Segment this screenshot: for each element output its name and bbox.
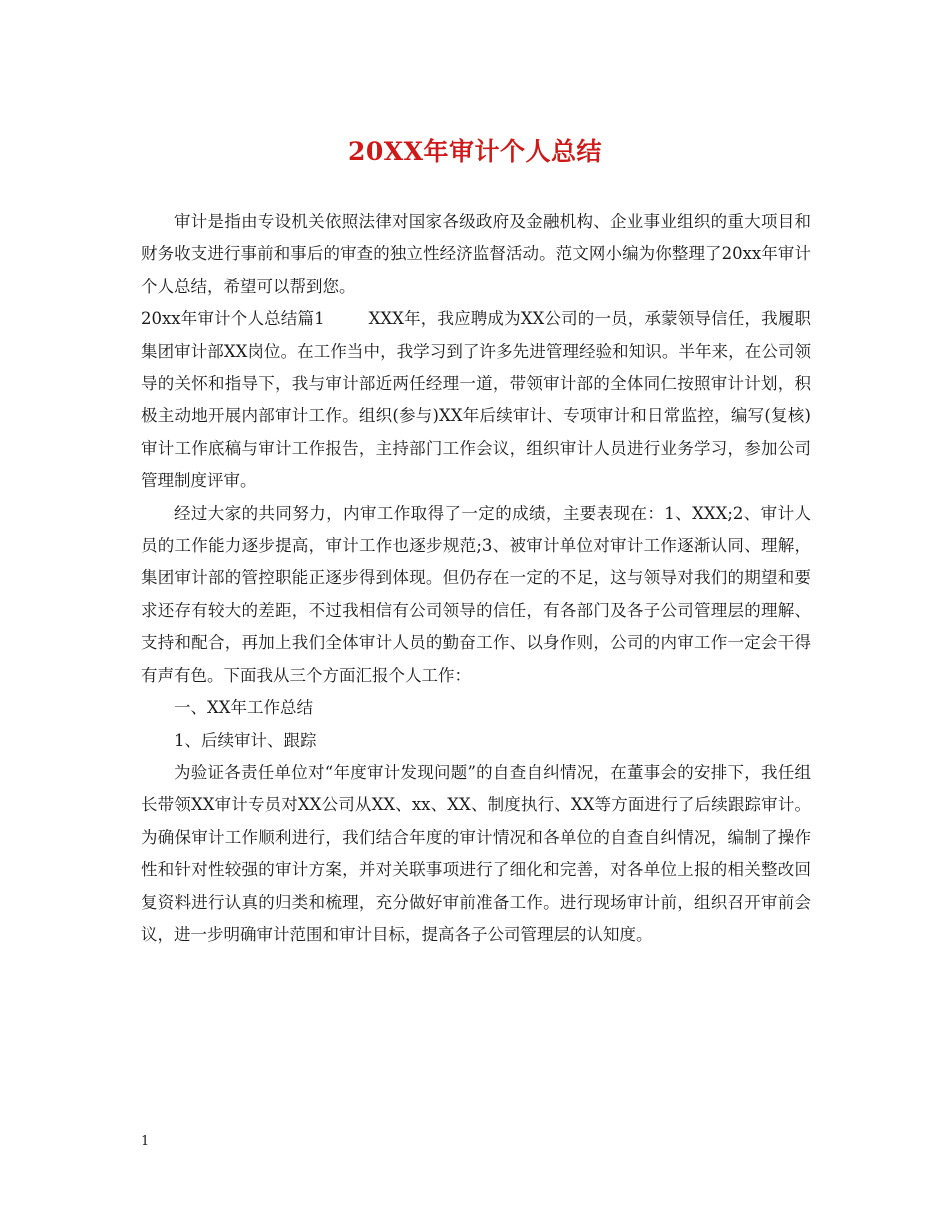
article-paragraph [141,303,811,497]
article-label: 20xx年审计个人总结篇1 [141,309,325,329]
results-paragraph: 经过大家的共同努力，内审工作取得了一定的成绩，主要表现在：1、XXX;2、审计人员的工作能力逐步提高，审计工作也逐步规范;3、被审计单位对审计工作逐渐认同、理解，集团审计部的管控职能正逐步得到体现。但仍存在一定的不足，这与领导对我们的期望和要求还存有较大的差距，不过我相信有公司领导的信任，有各部门及各子公司管理层的理解、支持和配合，再加上我们全体审计人员的勤奋工作、以身作则，公司的内审工作一定会干得有声有色。下面我从三个方面汇报个人工作： [141,503,811,685]
document-body [141,206,811,951]
article-text: XXX年，我应聘成为XX公司的一员，承蒙领导信任，我履职集团审计部XX岗位。在工作当中，我学习到了许多先进管理经验和知识。半年来，在公司领导的关怀和指导下，我与审计部近两任经理一道，带领审计部的全体同仁按照审计计划，积极主动地开展内部审计工作。组织(参与)XX年后续审计、专项审计和日常监控，编写(复核)审计工作底稿与审计工作报告，主持部门工作会议，组织审计人员进行业务学习，参加公司管理制度评审。 [141,309,812,491]
document-title: 20XX年审计个人总结 [347,137,603,166]
intro-paragraph: 审计是指由专设机关依照法律对国家各级政府及金融机构、企业事业组织的重大项目和财务收支进行事前和事后的审查的独立性经济监督活动。范文网小编为你整理了20xx年审计个人总结，希望可以帮到您。 [141,212,811,296]
followup-paragraph: 为验证各责任单位对“年度审计发现问题”的自查自纠情况，在董事会的安排下，我任组长带领XX审计专员对XX公司从XX、xx、XX、制度执行、XX等方面进行了后续跟踪审计。为确保审计工作顺利进行，我们结合年度的审计情况和各单位的自查自纠情况，编制了操作性和针对性较强的审计方案，并对关联事项进行了细化和完善，对各单位上报的相关整改回复资料进行认真的归类和梳理，充分做好审前准备工作。进行现场审计前，组织召开审前会议，进一步明确审计范围和审计目标，提高各子公司管理层的认知度。 [141,762,811,944]
section-heading: 一、XX年工作总结 [174,698,313,718]
subsection-heading: 1、后续审计、跟踪 [174,730,317,750]
page-number: 1 [141,1134,150,1149]
